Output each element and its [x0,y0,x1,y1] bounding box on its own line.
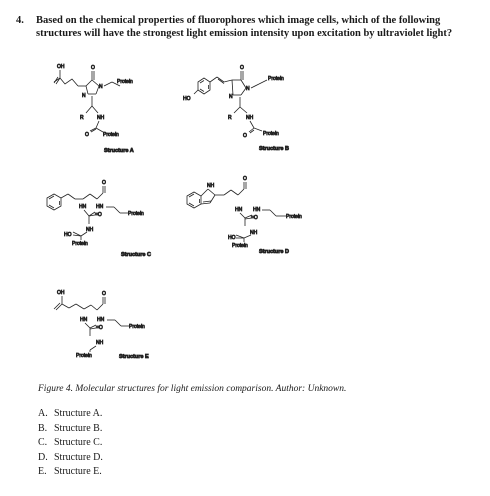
r-label: R [228,115,232,121]
nh-label: NH [246,115,254,121]
choice-letter: E. [38,466,47,477]
choice-d[interactable] [38,451,103,466]
nh-label: NH [97,115,105,121]
structure-b-label: Structure B [259,146,289,152]
o-label: O [85,132,89,138]
protein-label: Protein [263,131,279,137]
oh-label: OH [57,290,65,296]
nh-label: NH [96,340,104,346]
structure-a-label: Structure A [104,148,134,154]
choice-letter: A. [38,408,48,419]
r-label: R [80,115,84,121]
choice-text: Structure E. [54,466,102,477]
choice-text: Structure C. [54,437,103,448]
figure-caption: Figure 4. Molecular structures for light emission comparison. Author: Unknown. [38,384,347,394]
structure-b [183,65,289,152]
hn-label: HN [96,204,104,210]
ho-label: HO [228,235,236,241]
choice-text: Structure B. [54,422,103,434]
o-label: O [102,291,106,297]
n-label: N [99,84,103,90]
protein-label: Protein [76,353,92,359]
choice-a[interactable] [38,407,103,422]
nh-label: NH [250,230,258,236]
protein-label: Protein [129,324,145,330]
answer-choices [38,407,103,480]
n-label: N [246,86,250,92]
oh-label: OH [57,64,65,70]
o-label: O [91,65,95,71]
structure-c-label: Structure C [121,252,151,258]
hn-label: HN [79,204,87,210]
protein-label: Protein [286,214,302,220]
choice-e[interactable] [38,465,103,480]
n-label: N [82,93,86,99]
structure-e-label: Structure E [119,354,149,360]
choice-letter: C. [38,437,48,448]
choice-c[interactable] [38,436,103,451]
o-label: O [243,133,247,139]
eq-o-label: =O [96,325,103,331]
n-label: N [229,94,233,100]
o-label: O [240,65,244,71]
o-label: O [102,180,106,186]
hn-label: HN [235,207,243,213]
o-label: O [243,176,247,182]
eq-o-label: =O [95,212,102,218]
hn-label: HN [97,317,105,323]
protein-label: Protein [117,79,133,85]
protein-label: Protein [128,211,144,217]
question-text: Based on the chemical properties of fluorophores which image cells, which of the following structures will have the strongest light emission intensity upon excitation by ultraviolet light? [36,15,453,39]
protein-label: Protein [268,76,284,82]
eq-o-label: =O [251,215,258,221]
hn-label: HN [80,317,88,323]
hn-label: HN [253,207,261,213]
ho-label: HO [183,96,191,102]
protein-label: Protein [103,132,119,138]
nh-label: NH [86,227,94,233]
choice-text: Structure A. [54,408,103,419]
structure-e [54,290,149,360]
choice-letter: D. [38,451,48,463]
ho-label: HO [64,232,72,238]
nh-label: NH [207,183,215,189]
structure-c [47,180,151,258]
structure-a [54,64,134,154]
protein-label: Protein [232,243,248,249]
choice-b[interactable] [38,422,103,437]
protein-label: Protein [72,241,88,247]
structure-d-label: Structure D [259,249,289,255]
structure-d [187,176,302,255]
choice-text: Structure D. [54,451,103,463]
question-number: 4. [16,15,24,26]
choice-letter: B. [38,422,48,434]
